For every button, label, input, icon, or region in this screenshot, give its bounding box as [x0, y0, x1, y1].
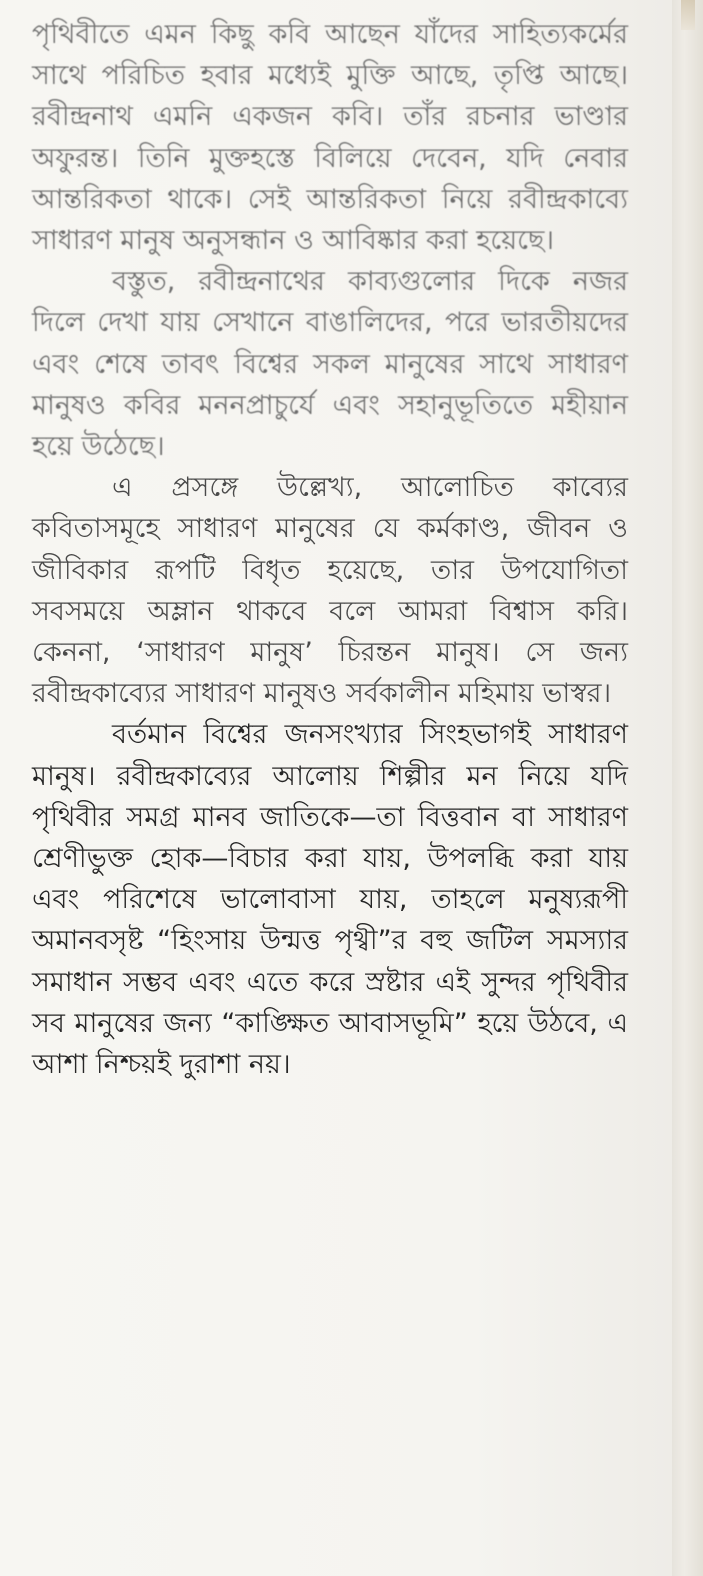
binding-mark — [681, 0, 695, 30]
paragraph-1-text: পৃথিবীতে এমন কিছু কবি আছেন যাঁদের সাহিত্যকর্মের সাথে পরিচিত হবার মধ্যেই মুক্তি আছে, তৃপ্তি আছে। রবীন্দ্রনাথ এমনি একজন কবি। তাঁর রচনার ভাণ্ডার অফুরন্ত। তিনি মুক্তহস্তে বিলিয়ে দেবেন, যদি নেবার আন্তরিকতা থাকে। সেই আন্তরিকতা নিয়ে রবীন্দ্রকাব্যে সাধারণ মানুষ অনুসন্ধান ও আবিষ্কার করা হয়েছে। — [32, 19, 628, 257]
paragraph-3-text: এ প্রসঙ্গে উল্লেখ্য, আলোচিত কাব্যের কবিতাসমূহে সাধারণ মানুষের যে কর্মকাণ্ড, জীবন ও জীবিকার রূপটি বিধৃত হয়েছে, তার উপযোগিতা সবসময়ে অম্লান থাকবে বলে আমরা বিশ্বাস করি। কেননা, ‘সাধারণ মানুষ’ চিরন্তন মানুষ। সে জন্য রবীন্দ্রকাব্যের সাধারণ মানুষও সর্বকালীন মহিমায় ভাস্বর। — [32, 472, 628, 710]
paragraph-2-text: বস্তুত, রবীন্দ্রনাথের কাব্যগুলোর দিকে নজর দিলে দেখা যায় সেখানে বাঙালিদের, পরে ভারতীয়দের এবং শেষে তাবৎ বিশ্বের সকল মানুষের সাথে সাধারণ মানুষও কবির মননপ্রাচুর্যে এবং সহানুভূতিতে মহীয়ান হয়ে উঠেছে। — [32, 266, 628, 463]
paragraph-1 — [32, 14, 628, 261]
paragraph-4-text: বর্তমান বিশ্বের জনসংখ্যার সিংহভাগই সাধারণ মানুষ। রবীন্দ্রকাব্যের আলোয় শিল্পীর মন নিয়ে যদি পৃথিবীর সমগ্র মানব জাতিকে—তা বিত্তবান বা সাধারণ শ্রেণীভুক্ত হোক—বিচার করা যায়, উপলব্ধি করা যায় এবং পরিশেষে ভালোবাসা যায়, তাহলে মনুষ্যরূপী অমানবসৃষ্ট “হিংসায় উন্মত্ত পৃথ্বী”র বহু জটিল সমস্যার সমাধান সম্ভব এবং এতে করে স্রষ্টার এই সুন্দর পৃথিবীর সব মানুষের জন্য “কাঙ্ক্ষিত আবাসভূমি” হয়ে উঠবে, এ আশা নিশ্চয়ই দুরাশা নয়। — [32, 719, 628, 1081]
body-text — [32, 14, 628, 1085]
book-spine-shadow — [672, 0, 703, 1576]
paragraph-2 — [32, 261, 628, 467]
paragraph-4 — [32, 714, 628, 1085]
paragraph-3 — [32, 467, 628, 714]
